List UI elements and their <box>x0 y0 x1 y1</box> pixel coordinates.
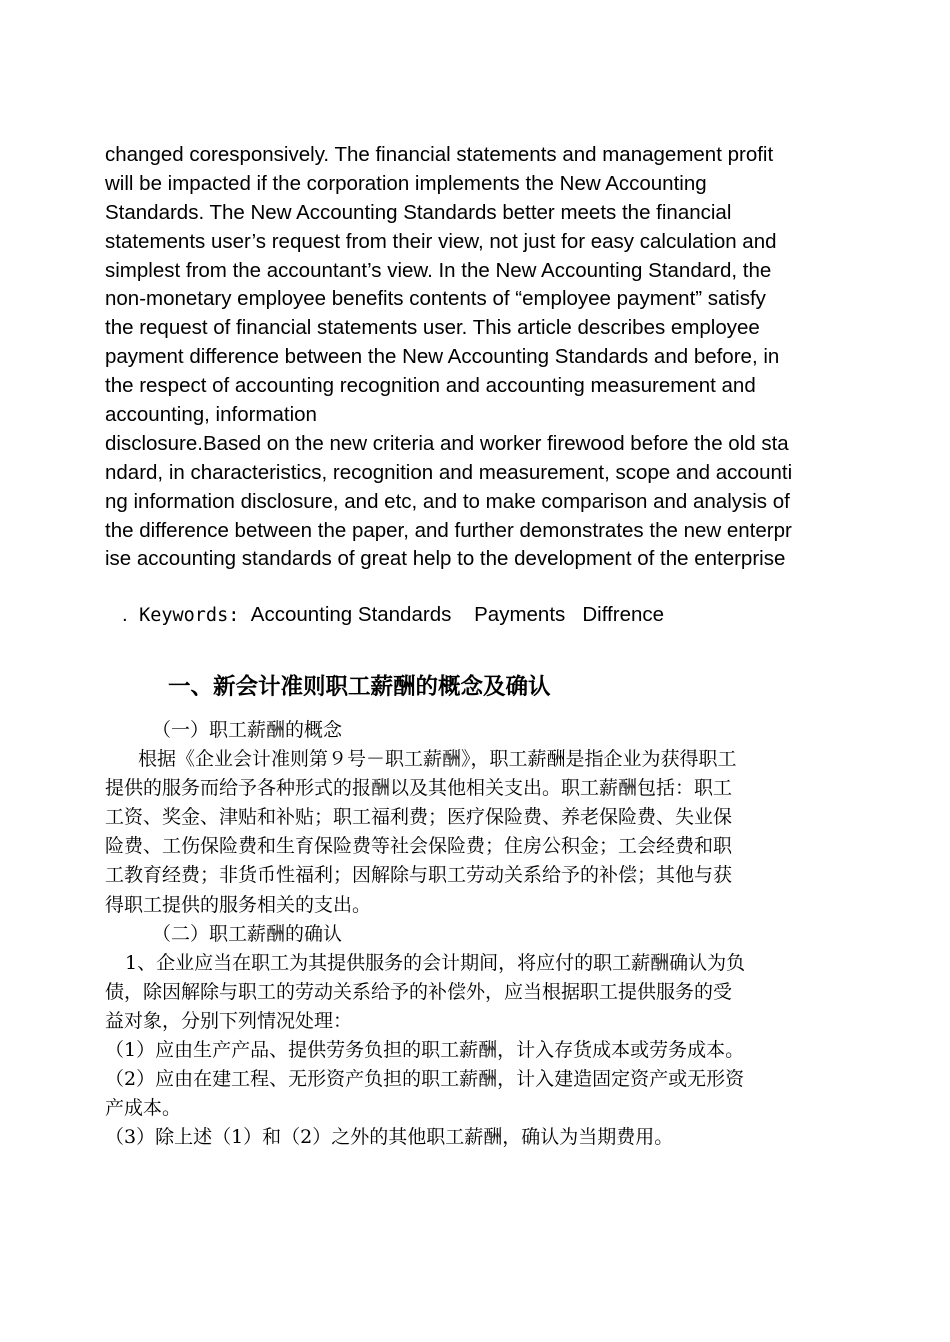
keywords-items: Accounting Standards Payments Diffrence <box>250 603 665 626</box>
abstract-line: ndard, in characteristics, recognition and measurement, scope and accounti <box>105 460 793 484</box>
abstract-line: simplest from the accountant’s view. In the New Accounting Standard, the <box>105 258 772 282</box>
abstract-line: the respect of accounting recognition and accounting measurement and <box>105 374 756 398</box>
list-item: （1）应由生产产品、提供劳务负担的职工薪酬，计入存货成本或劳务成本。 <box>105 1039 745 1062</box>
keywords-prefix: . <box>122 603 128 626</box>
abstract-line: statements user’s request from their view, not just for easy calculation and <box>105 229 777 253</box>
list-item: 产成本。 <box>105 1097 182 1120</box>
abstract-line: non-monetary employee benefits contents of “employee payment” satisfy <box>105 287 766 311</box>
abstract-line: accounting, information <box>105 403 317 427</box>
subsection-title: （一）职工薪酬的概念 <box>152 719 343 741</box>
keywords-line <box>122 601 664 630</box>
abstract-line: disclosure.Based on the new criteria and worker firewood before the old sta <box>105 431 789 455</box>
chinese-body <box>105 716 850 1152</box>
abstract-line: payment difference between the New Accounting Standards and before, in <box>105 345 780 369</box>
english-abstract <box>105 141 850 574</box>
paragraph-line: 工教育经费；非货币性福利；因解除与职工劳动关系给予的补偿；其他与获 <box>105 864 733 887</box>
subsection-title: （二）职工薪酬的确认 <box>152 922 343 945</box>
abstract-line: ng information disclosure, and etc, and to make comparison and analysis of <box>105 489 790 513</box>
abstract-line: will be impacted if the corporation implements the New Accounting <box>105 171 707 195</box>
paragraph-line: 根据《企业会计准则第９号－职工薪酬》，职工薪酬是指企业为获得职工 <box>138 748 737 771</box>
paragraph-line: 债，除因解除与职工的劳动关系给予的补偿外，应当根据职工提供服务的受 <box>105 980 733 1003</box>
abstract-line: Standards. The New Accounting Standards better meets the financial <box>105 200 732 224</box>
paragraph-line: 1、企业应当在职工为其提供服务的会计期间，将应付的职工薪酬确认为负 <box>125 951 746 974</box>
abstract-line: the request of financial statements user. This article describes employee <box>105 316 760 340</box>
abstract-line: the difference between the paper, and further demonstrates the new enterpr <box>105 518 792 542</box>
list-item: （2）应由在建工程、无形资产负担的职工薪酬，计入建造固定资产或无形资 <box>105 1068 745 1091</box>
paragraph-line: 工资、奖金、津贴和补贴；职工福利费；医疗保险费、养老保险费、失业保 <box>105 806 733 829</box>
abstract-line: changed coresponsively. The financial statements and management profit <box>105 143 774 166</box>
paragraph-line: 险费、工伤保险费和生育保险费等社会保险费；住房公积金；工会经费和职 <box>105 835 733 858</box>
section-heading: 一、新会计准则职工薪酬的概念及确认 <box>168 674 551 700</box>
abstract-line: ise accounting standards of great help to the development of the enterprise <box>105 547 786 571</box>
keywords-label: Keywords: <box>139 605 240 626</box>
paragraph-line: 益对象，分别下列情况处理： <box>105 1009 353 1032</box>
paragraph-line: 得职工提供的服务相关的支出。 <box>105 893 372 916</box>
paragraph-line: 提供的服务而给予各种形式的报酬以及其他相关支出。职工薪酬包括：职工 <box>105 777 733 800</box>
list-item: （3）除上述（1）和（2）之外的其他职工薪酬，确认为当期费用。 <box>105 1126 674 1149</box>
